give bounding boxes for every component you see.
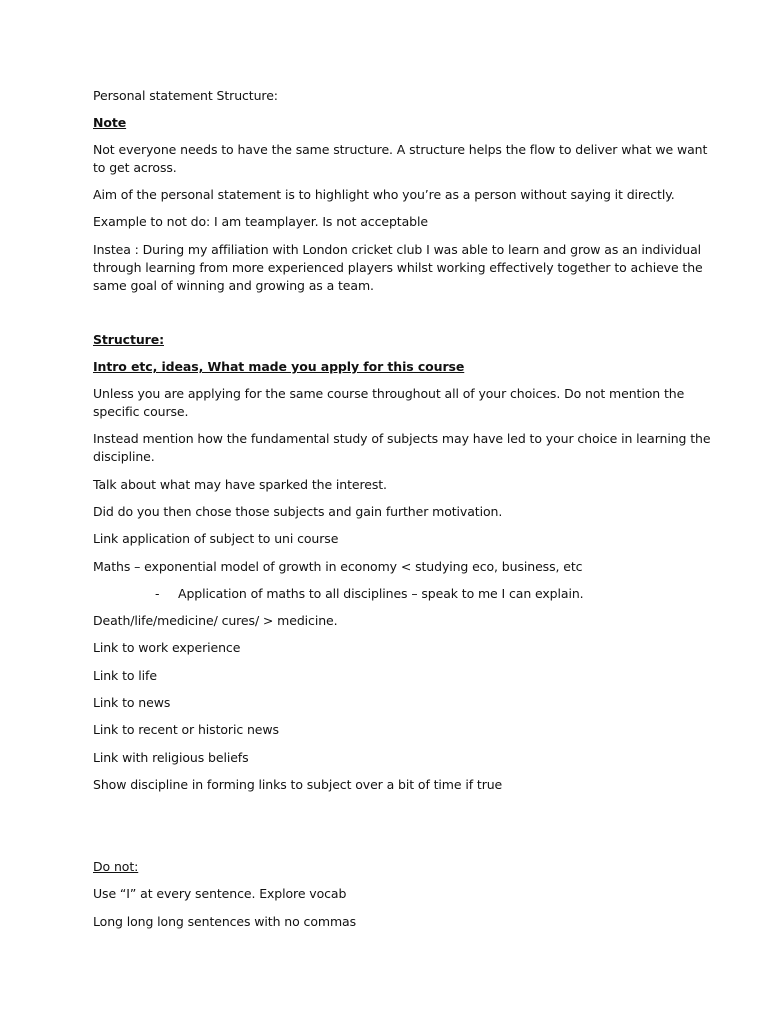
- do-not-item-1: Use “I” at every sentence. Explore vocab: [93, 886, 347, 901]
- link-item-religious-beliefs: Link with religious beliefs: [93, 750, 249, 765]
- intro-paragraph-6: Maths – exponential model of growth in economy < studying eco, business, etc: [93, 559, 583, 574]
- intro-paragraph-1-line-1: Unless you are applying for the same course throughout all of your choices. Do not mention the: [93, 386, 685, 401]
- intro-paragraph-3: Talk about what may have sparked the interest.: [93, 477, 387, 492]
- intro-paragraph-2-line-2: discipline.: [93, 449, 155, 464]
- intro-paragraph-7: Death/life/medicine/ cures/ > medicine.: [93, 613, 338, 628]
- intro-heading: Intro etc, ideas, What made you apply for this course: [93, 359, 465, 374]
- do-not-item-2: Long long long sentences with no commas: [93, 914, 356, 929]
- intro-paragraph-4: Did do you then chose those subjects and gain further motivation.: [93, 504, 503, 519]
- bullet-item: Application of maths to all disciplines – speak to me I can explain.: [178, 586, 584, 601]
- link-item-life: Link to life: [93, 668, 157, 683]
- link-item-show-discipline: Show discipline in forming links to subject over a bit of time if true: [93, 777, 503, 792]
- do-not-heading: Do not:: [93, 859, 139, 874]
- intro-paragraph-5: Link application of subject to uni course: [93, 531, 339, 546]
- link-item-work-experience: Link to work experience: [93, 640, 241, 655]
- bullet-dash: -: [155, 586, 160, 601]
- note-paragraph-4-line-3: same goal of winning and growing as a team.: [93, 278, 374, 293]
- document-title: Personal statement Structure:: [93, 88, 278, 103]
- note-paragraph-4-line-1: Instea : During my affiliation with London cricket club I was able to learn and grow as an individual: [93, 242, 702, 257]
- note-paragraph-1-line-2: to get across.: [93, 160, 177, 175]
- note-paragraph-2: Aim of the personal statement is to highlight who you’re as a person without saying it directly.: [93, 187, 675, 202]
- link-item-news: Link to news: [93, 695, 171, 710]
- intro-paragraph-2-line-1: Instead mention how the fundamental study of subjects may have led to your choice in learning the: [93, 431, 711, 446]
- link-item-recent-historic-news: Link to recent or historic news: [93, 722, 279, 737]
- note-paragraph-1-line-1: Not everyone needs to have the same structure. A structure helps the flow to deliver what we want: [93, 142, 708, 157]
- note-heading: Note: [93, 115, 127, 130]
- structure-heading: Structure:: [93, 332, 164, 347]
- intro-paragraph-1-line-2: specific course.: [93, 404, 189, 419]
- note-paragraph-4-line-2: through learning from more experienced players whilst working effectively together to achieve the: [93, 260, 703, 275]
- note-paragraph-3: Example to not do: I am teamplayer. Is not acceptable: [93, 214, 428, 229]
